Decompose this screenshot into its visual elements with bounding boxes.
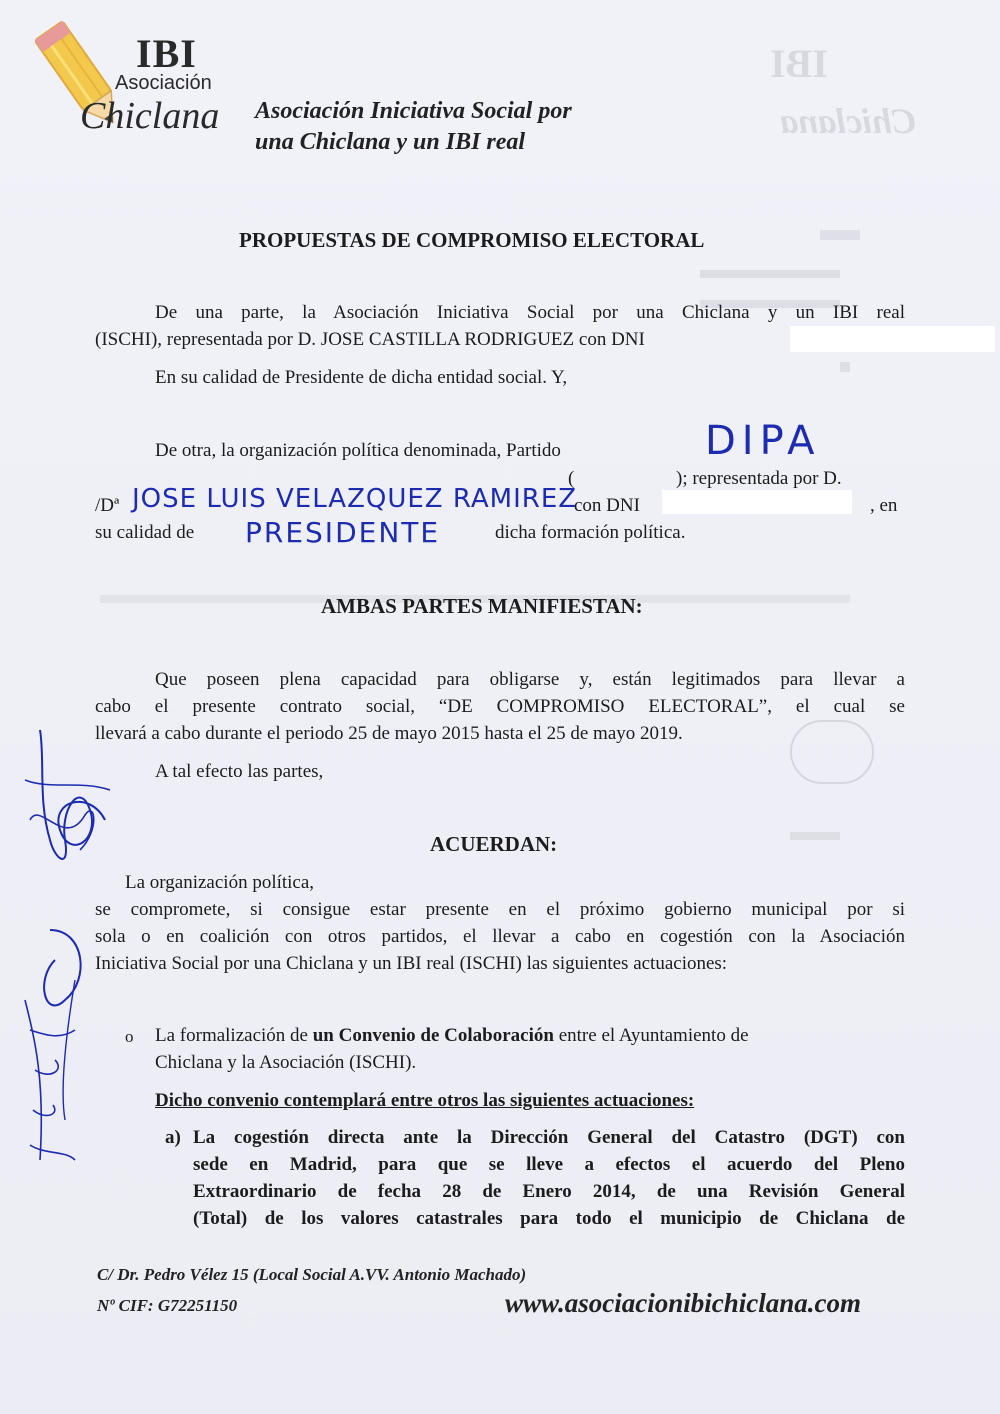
redacted-dni-1: [790, 326, 995, 352]
item-a-line-4: (Total) de los valores catastrales para todo el municipio de Chiclana de: [193, 1208, 905, 1229]
p2-en: , en: [870, 495, 898, 516]
logo-chiclana: Chiclana: [80, 95, 220, 137]
handwritten-role: PRESIDENTE: [245, 516, 441, 549]
footer-address: C/ Dr. Pedro Vélez 15 (Local Social A.VV. Antonio Machado): [97, 1265, 527, 1284]
header-title-line-1: Asociación Iniciativa Social por: [255, 98, 572, 124]
page-header-title: [255, 96, 675, 158]
item-a-line-3: Extraordinario de fecha 28 de Enero 2014, de una Revisión General: [193, 1181, 905, 1202]
item-a-line-2: sede en Madrid, para que se lleve a efectos el acuerdo del Pleno: [193, 1154, 905, 1175]
logo-asociacion: Asociación: [115, 72, 212, 94]
handwritten-name: JOSE LUIS VELAZQUEZ RAMIREZ: [132, 484, 578, 514]
item-a-label: a): [165, 1127, 181, 1148]
document-heading: PROPUESTAS DE COMPROMISO ELECTORAL: [239, 228, 705, 252]
bullet-marker: o: [125, 1027, 134, 1046]
manifiestan-heading: AMBAS PARTES MANIFIESTAN:: [321, 594, 643, 618]
margin-signature-2: [5, 920, 95, 1180]
item-a-line-1: La cogestión directa ante la Dirección General del Catastro (DGT) con: [193, 1127, 905, 1148]
bullet-line-1-c: entre el Ayuntamiento de: [553, 1025, 749, 1046]
bullet-line-2: Chiclana y la Asociación (ISCHI).: [155, 1052, 417, 1073]
convenio-heading: Dicho convenio contemplará entre otros las siguientes actuaciones:: [155, 1090, 695, 1111]
p3-line-2: cabo el presente contrato social, “DE COMPROMISO ELECTORAL”, el cual se: [95, 696, 905, 717]
p4-line-1: La organización política,: [125, 872, 315, 893]
handwritten-party: DIPA: [705, 418, 821, 464]
logo-ibi: IBI: [136, 31, 197, 76]
header-title-line-2: una Chiclana y un IBI real: [255, 129, 526, 155]
acuerdan-heading: ACUERDAN:: [430, 832, 558, 856]
redacted-dni-2: [662, 490, 852, 514]
footer-cif: Nº CIF: G72251150: [97, 1296, 238, 1315]
margin-signature-1: [10, 720, 120, 880]
bullet-line-1-a: La formalización de: [155, 1025, 313, 1046]
bullet-line-1: [155, 1023, 905, 1049]
footer-website: www.asociacionibichiclana.com: [505, 1288, 862, 1318]
p2-dicha: dicha formación política.: [495, 522, 686, 543]
p4-line-4: Iniciativa Social por una Chiclana y un IBI real (ISCHI) las siguientes actuaciones:: [95, 953, 728, 974]
p2-su-calidad: su calidad de: [95, 522, 195, 543]
p2-paren-close: ); representada por D.: [676, 468, 842, 489]
p1-line-2: (ISCHI), representada por D. JOSE CASTILLA RODRIGUEZ con DNI: [95, 329, 645, 350]
p3-line-3: llevará a cabo durante el periodo 25 de mayo 2015 hasta el 25 de mayo 2019.: [95, 723, 683, 744]
bullet-line-1-b: un Convenio de Colaboración: [312, 1025, 554, 1046]
p1-line-1: De una parte, la Asociación Iniciativa Social por una Chiclana y un IBI real: [155, 302, 905, 323]
p3-line-1: Que poseen plena capacidad para obligarse y, están legitimados para llevar a: [155, 669, 905, 690]
p3-line-4: A tal efecto las partes,: [155, 761, 324, 782]
p2-con-dni: con DNI: [574, 495, 640, 516]
p1-line-3: En su calidad de Presidente de dicha entidad social. Y,: [155, 367, 568, 388]
p2-da: /Dª: [95, 495, 120, 516]
p4-line-3: sola o en coalición con otros partidos, el llevar a cabo en cogestión con la Asociación: [95, 926, 905, 947]
p4-line-2: se compromete, si consigue estar presente en el próximo gobierno municipal por si: [95, 899, 905, 920]
p2-line-1: De otra, la organización política denominada, Partido: [155, 440, 561, 461]
p2-paren-open: (: [568, 468, 575, 489]
